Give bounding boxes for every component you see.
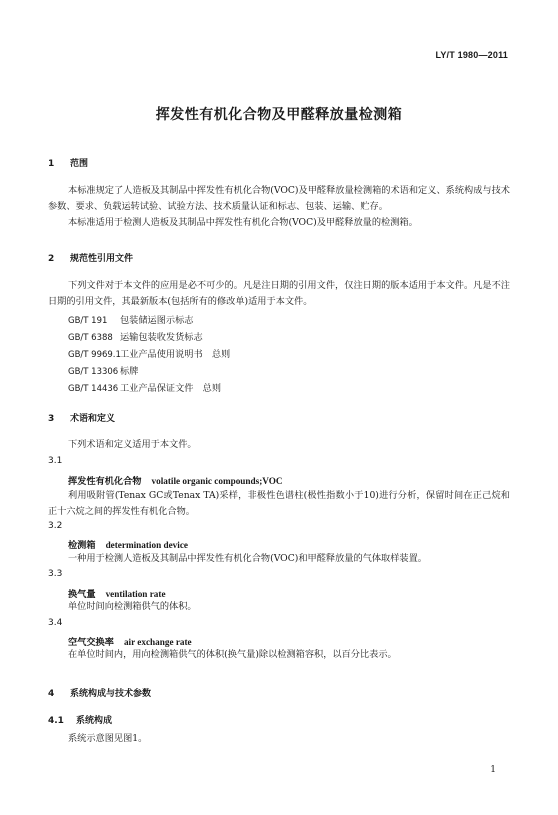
subsection-4-1-heading (48, 713, 112, 726)
section-2-heading (48, 251, 133, 264)
term-english: air exchange rate (123, 637, 192, 647)
reference-item (68, 346, 230, 360)
section-1-heading (48, 156, 88, 169)
term-heading (68, 537, 188, 551)
reference-item (68, 329, 203, 343)
reference-title: 运输包装收发货标志 (120, 332, 203, 343)
section-number: 1 (48, 159, 55, 169)
term-number: 3.1 (48, 456, 63, 466)
section-title: 规范性引用文件 (70, 254, 134, 264)
subsection-number: 4.1 (48, 716, 64, 726)
reference-title: 标牌 (120, 366, 139, 377)
term-definition: 单位时间向检测箱供气的体积。 (68, 601, 197, 612)
reference-item (68, 312, 194, 326)
term-number: 3.2 (48, 521, 63, 531)
reference-code: GB/T 13306 (68, 367, 119, 377)
section-number: 3 (48, 414, 55, 424)
term-chinese: 空气交换率 (68, 637, 114, 648)
reference-code: GB/T 9969.1 (68, 350, 121, 360)
reference-title: 工业产品使用说明书 总则 (120, 349, 231, 360)
term-heading (68, 634, 192, 648)
term-definition: 在单位时间内，用向检测箱供气的体积(换气量)除以检测箱容积，以百分比表示。 (68, 649, 397, 660)
section-title: 术语和定义 (70, 414, 116, 424)
term-definition: 一种用于检测人造板及其制品中挥发性有机化合物(VOC)和甲醛释放量的气体取样装置。 (68, 553, 427, 564)
section-1-paragraph-1: 本标准规定了人造板及其制品中挥发性有机化合物(VOC)及甲醛释放量检测箱的术语和定义、系统构成与技术参数、要求、负载运转试验、试验方法、技术质量认证和标志、包装、运输、贮存。 (48, 185, 510, 212)
reference-title: 包装储运图示标志 (120, 315, 194, 326)
standard-code: LY/T 1980—2011 (435, 50, 508, 60)
term-chinese: 检测箱 (68, 540, 96, 551)
section-number: 4 (48, 689, 55, 699)
section-title: 系统构成与技术参数 (70, 689, 152, 699)
section-2-paragraph-1: 下列文件对于本文件的应用是必不可少的。凡是注日期的引用文件，仅注日期的版本适用于本文件。凡是不注日期的引用文件，其最新版本(包括所有的修改单)适用于本文件。 (48, 280, 510, 307)
page-number: 1 (490, 765, 496, 775)
reference-item (68, 363, 138, 377)
section-number: 2 (48, 254, 55, 264)
page-title: 挥发性有机化合物及甲醛释放量检测箱 (155, 107, 403, 123)
subsection-title: 系统构成 (76, 716, 113, 726)
reference-item (68, 380, 221, 394)
term-number: 3.4 (48, 618, 63, 628)
term-definition: 利用吸附管(Tenax GC或Tenax TA)采样，非极性色谱柱(极性指数小于10)进行分析，保留时间在正己烷和正十六烷之间的挥发性有机化合物。 (48, 490, 510, 517)
reference-code: GB/T 14436 (68, 384, 119, 394)
term-heading (68, 473, 283, 487)
section-3-heading (48, 411, 115, 424)
term-english: determination device (105, 540, 188, 550)
term-english: volatile organic compounds;VOC (151, 476, 283, 486)
section-1-paragraph-2: 本标准适用于检测人造板及其制品中挥发性有机化合物(VOC)及甲醛释放量的检测箱。 (68, 217, 418, 228)
reference-code: GB/T 6388 (68, 333, 113, 343)
reference-title: 工业产品保证文件 总则 (120, 383, 222, 394)
reference-code: GB/T 191 (68, 316, 108, 326)
section-3-intro: 下列术语和定义适用于本文件。 (68, 439, 197, 450)
section-4-paragraph-1: 系统示意图见图1。 (68, 733, 148, 744)
term-english: ventilation rate (105, 589, 166, 599)
term-number: 3.3 (48, 569, 63, 579)
term-chinese: 换气量 (68, 589, 96, 600)
term-heading (68, 586, 166, 600)
section-title: 范围 (70, 159, 89, 169)
term-chinese: 挥发性有机化合物 (68, 476, 142, 487)
section-4-heading (48, 686, 151, 699)
